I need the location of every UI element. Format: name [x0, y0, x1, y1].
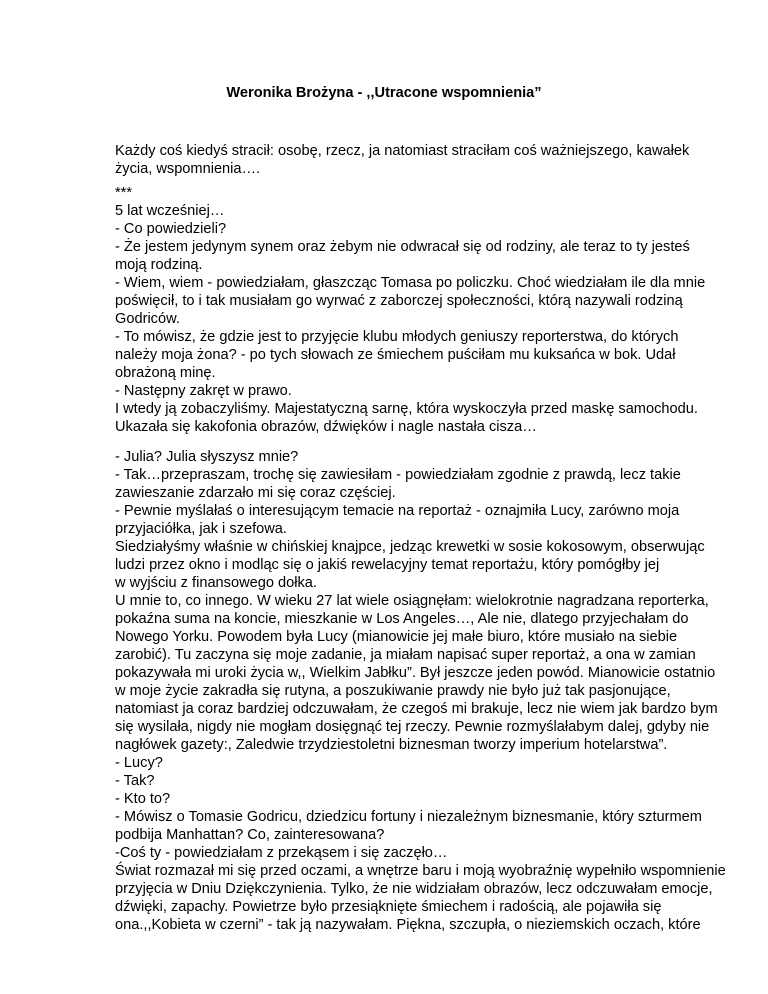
- text-line: U mnie to, co innego. W wieku 27 lat wiele osiągnęłam: wielokrotnie nagradzana reporterka,: [115, 593, 709, 609]
- text-line: poświęcił, to i tak musiałam go wyrwać z zaborczej społeczności, którą nazywali rodziną: [115, 293, 683, 309]
- text-line: - Julia? Julia słyszysz mnie?: [115, 449, 299, 465]
- text-line: w moje życie zakradła się rutyna, a poszukiwanie prawdy nie było już tak pasjonujące,: [115, 683, 671, 699]
- text-line: obrażoną minę.: [115, 365, 216, 381]
- text-line: ***: [115, 185, 133, 201]
- text-line: 5 lat wcześniej…: [115, 203, 225, 219]
- text-line: Świat rozmazał mi się przed oczami, a wnętrze baru i moją wyobraźnię wypełniło wspomnienie: [115, 863, 726, 879]
- text-line: przyjaciółka, jak i szefowa.: [115, 521, 287, 537]
- text-line: - Następny zakręt w prawo.: [115, 383, 292, 399]
- text-line: należy moja żona? - po tych słowach ze śmiechem puściłam mu kuksańca w bok. Udał: [115, 347, 676, 363]
- text-line: ludzi przez okno i modląc się o jakiś rewelacyjny temat reportażu, który pomógłby jej: [115, 557, 660, 573]
- text-line: - Tak?: [115, 773, 155, 789]
- text-line: pokaźna suma na koncie, mieszkanie w Los Angeles…, Ale nie, dlatego przyjechałam do: [115, 611, 689, 627]
- text-line: I wtedy ją zobaczyliśmy. Majestatyczną sarnę, która wyskoczyła przed maskę samochodu.: [115, 401, 698, 417]
- text-line: pokazywała mi uroki życia w,, Wielkim Jabłku”. Był jeszcze jeden powód. Mianowicie ostatnio: [115, 665, 716, 681]
- text-line: - Tak…przepraszam, trochę się zawiesiłam - powiedziałam zgodnie z prawdą, lecz takie: [115, 467, 681, 483]
- text-line: dźwięki, zapachy. Powietrze było przesiąknięte śmiechem i radością, ale pojawiła się: [115, 899, 662, 915]
- text-line: - Co powiedzieli?: [115, 221, 227, 237]
- text-line: ona.,,Kobieta w czerni” - tak ją nazywałam. Piękna, szczupła, o nieziemskich oczach, które: [115, 917, 701, 933]
- text-line: - To mówisz, że gdzie jest to przyjęcie klubu młodych geniuszy reporterstwa, do których: [115, 329, 679, 345]
- text-line: - Wiem, wiem - powiedziałam, głaszcząc Tomasa po policzku. Choć wiedziałam ile dla mnie: [115, 275, 706, 291]
- text-line: podbija Manhattan? Co, zainteresowana?: [115, 827, 385, 843]
- text-line: zawieszanie zdarzało mi się coraz częściej.: [115, 485, 396, 501]
- text-line: natomiast ja coraz bardziej odczuwałam, że czegoś mi brakuje, lecz nie wiem jak bardzo bym: [115, 701, 718, 717]
- text-line: Godriców.: [115, 311, 180, 327]
- text-line: -Coś ty - powiedziałam z przekąsem i się zaczęło…: [115, 845, 448, 861]
- text-line: Nowego Yorku. Powodem była Lucy (mianowicie jej małe biuro, które musiało na siebie: [115, 629, 678, 645]
- text-line: nagłówek gazety:, Zaledwie trzydziestoletni biznesman tworzy imperium hotelarstwa”.: [115, 737, 668, 753]
- text-line: - Pewnie myślałaś o interesującym temacie na reportaż - oznajmiła Lucy, zarówno moja: [115, 503, 680, 519]
- text-line: - Mówisz o Tomasie Godricu, dziedzicu fortuny i niezależnym biznesmanie, który szturmem: [115, 809, 702, 825]
- text-line: w wyjściu z finansowego dołka.: [115, 575, 317, 591]
- text-line: zarobić). Tu zaczyna się moje zadanie, ja miałam napisać super reportaż, a ona w zamian: [115, 647, 696, 663]
- text-line: przyjęcia w Dniu Dziękczynienia. Tylko, że nie widziałam obrazów, lecz odczuwałam emocje,: [115, 881, 713, 897]
- text-line: - Lucy?: [115, 755, 163, 771]
- text-line: Każdy coś kiedyś stracił: osobę, rzecz, ja natomiast straciłam coś ważniejszego, kawałek: [115, 143, 690, 159]
- text-line: - Kto to?: [115, 791, 171, 807]
- text-line: życia, wspomnienia….: [115, 161, 261, 177]
- text-line: - Że jestem jedynym synem oraz żebym nie odwracał się od rodziny, ale teraz to ty jesteś: [115, 239, 690, 255]
- document-title: Weronika Brożyna - ,,Utracone wspomnienia”: [226, 85, 542, 101]
- text-line: Ukazała się kakofonia obrazów, dźwięków i nagle nastała cisza…: [115, 419, 537, 435]
- text-line: moją rodziną.: [115, 257, 203, 273]
- text-line: się wysilała, nigdy nie mogłam dosięgnąć tej rzeczy. Pewnie rozmyślałabym dalej, gdyby nie: [115, 719, 710, 735]
- text-line: Siedziałyśmy właśnie w chińskiej knajpce, jedząc krewetki w sosie kokosowym, obserwując: [115, 539, 705, 555]
